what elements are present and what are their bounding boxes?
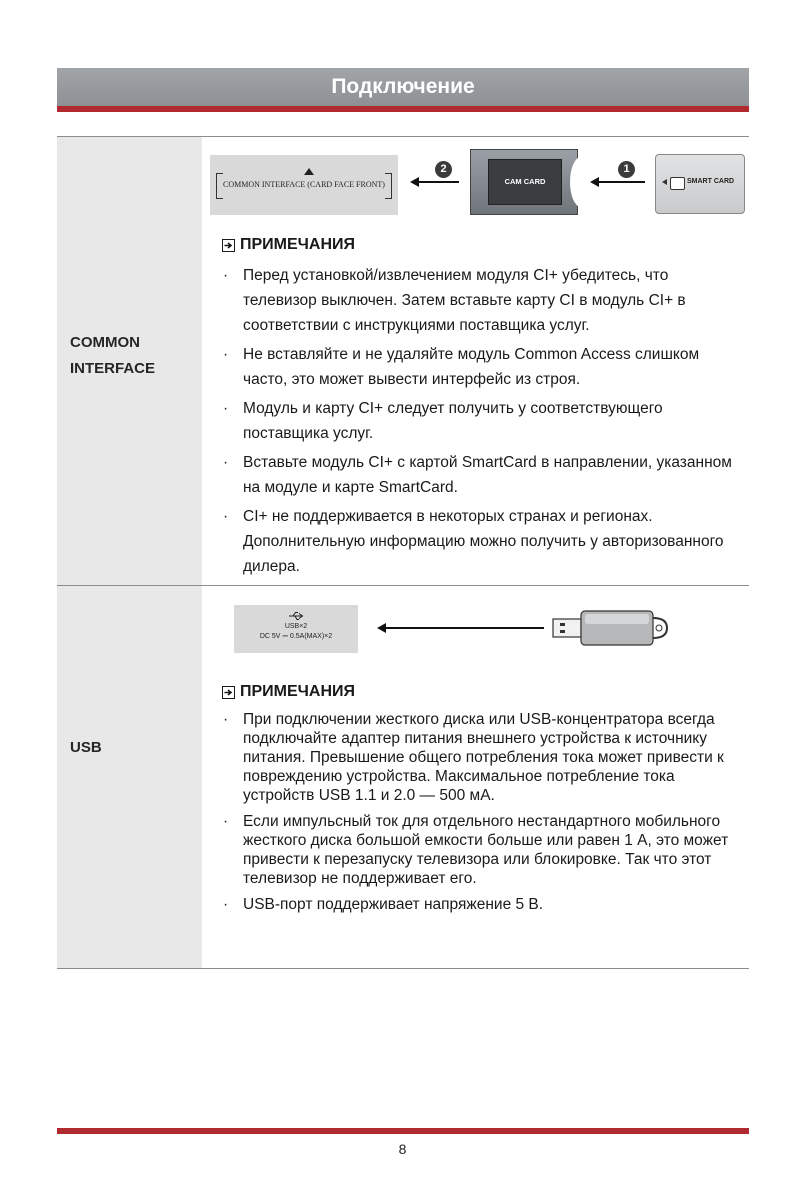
step-1-badge: 1 <box>618 161 635 178</box>
note-item: · USB-порт поддерживает напряжение 5 В. <box>223 896 544 913</box>
notes-heading <box>222 683 355 701</box>
note-item: · CI+ не поддерживается в некоторых странах и регионах. Дополнительную информацию можно получить у авторизованного дилера. <box>223 508 724 575</box>
slot-bracket-left <box>216 173 223 199</box>
smart-card-illustration <box>655 154 745 214</box>
common-interface-content <box>202 137 749 586</box>
ci-slot-illustration <box>210 155 398 215</box>
note-item: · Если импульсный ток для отдельного нестандартного мобильного жесткого диска большой емкости больше или равен 1 А, это может привести к перезапуску телевизора или блокировке. Так что этот телевизор не поддерживает его. <box>223 813 729 887</box>
arrow-line <box>417 181 459 183</box>
note-item: · Не вставляйте и не удаляйте модуль Common Access слишком часто, это может вывести интерфейс из строя. <box>223 346 700 388</box>
notes-list <box>221 263 743 583</box>
cam-card-label: CAM CARD <box>488 159 562 205</box>
section-title: Подключение <box>331 75 475 98</box>
insert-direction-icon <box>662 179 667 185</box>
note-item: · Перед установкой/извлечением модуля CI+ убедитесь, что телевизор выключен. Затем вставьте карту CI в модуль CI+ в соответствии с инструкциями поставщика услуг. <box>223 267 686 334</box>
usb-drive-illustration <box>551 608 671 648</box>
cam-card-slot <box>570 157 592 207</box>
smart-card-label: SMART CARD <box>687 178 735 185</box>
common-interface-label-cell <box>57 137 202 586</box>
usb-label-cell <box>57 586 202 968</box>
arrow-line <box>384 627 544 629</box>
arrow-line <box>597 181 645 183</box>
note-arrow-icon <box>222 686 235 699</box>
notes-title: ПРИМЕЧАНИЯ <box>240 683 356 700</box>
notes-title: ПРИМЕЧАНИЯ <box>240 236 356 253</box>
usb-icon <box>234 611 358 623</box>
common-interface-row <box>57 136 749 586</box>
note-arrow-icon <box>222 239 235 252</box>
usb-port-label: USB×2 <box>284 623 308 630</box>
slot-bracket-right <box>385 173 392 199</box>
step-2-badge: 2 <box>435 161 452 178</box>
usb-label: USB <box>70 739 102 756</box>
section-header <box>57 68 749 112</box>
note-item: · Вставьте модуль CI+ с картой SmartCard в направлении, указанном на модуле и карте SmartCard. <box>223 454 732 496</box>
insert-direction-icon <box>304 168 314 175</box>
footer-bar <box>57 1128 749 1134</box>
notes-heading <box>222 236 355 254</box>
notes-list <box>221 710 743 921</box>
common-interface-label: COMMON INTERFACE <box>70 334 156 377</box>
cam-card-illustration <box>470 149 592 215</box>
note-item: · При подключении жесткого диска или USB-концентратора всегда подключайте адаптер питания внешнего устройства к источнику питания. Превышение общего потребления тока может привести к повреждению устройства. Максимальное потребление тока устройств USB 1.1 и 2.0 — 500 мА. <box>223 711 724 804</box>
usb-row <box>57 585 749 969</box>
page-number: 8 <box>398 1141 407 1157</box>
ci-slot-text: COMMON INTERFACE (CARD FACE FRONT) <box>223 180 385 189</box>
usb-content <box>202 586 749 968</box>
chip-icon <box>670 177 685 190</box>
usb-power-label: DC 5V ⎓ 0.5A(MAX)×2 <box>259 633 333 640</box>
usb-port-illustration <box>234 605 358 653</box>
note-item: · Модуль и карту CI+ следует получить у соответствующего поставщика услуг. <box>223 400 663 442</box>
